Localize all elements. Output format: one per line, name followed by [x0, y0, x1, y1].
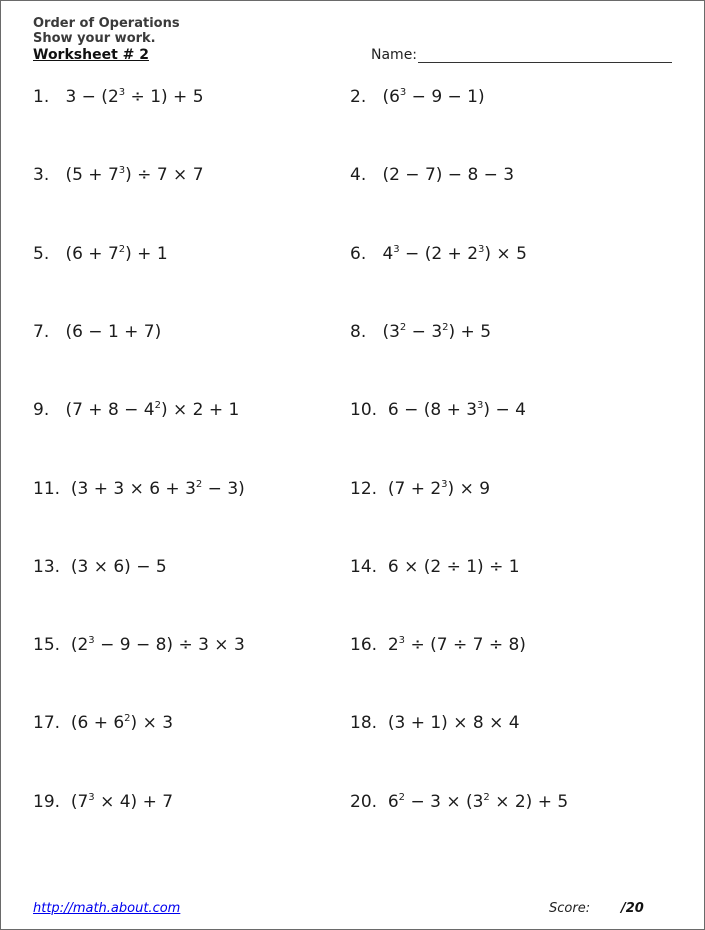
problem-11: [33, 479, 245, 499]
worksheet-instruction: Show your work.: [33, 31, 156, 46]
problem-20: [350, 792, 568, 812]
exponent: 3: [399, 87, 407, 98]
expression-text: (6 + 6: [70, 713, 125, 733]
expression-text: (7 + 8 − 4: [65, 400, 155, 420]
expression-text: (3 + 3 × 6 + 3: [70, 479, 196, 499]
problem-number: 18.: [350, 713, 388, 733]
score-label: Score:: [549, 901, 591, 916]
exponent: 2: [195, 479, 203, 490]
problem-3: [33, 165, 204, 185]
expression-text: ) × 5: [484, 244, 527, 264]
problem-number: 17.: [33, 713, 71, 733]
expression-text: − 9 − 1): [406, 87, 485, 107]
exponent: 2: [154, 400, 161, 411]
problem-number: 15.: [33, 635, 71, 655]
problem-number: 20.: [350, 792, 388, 812]
expression-text: ) + 5: [448, 322, 492, 342]
name-field[interactable]: [371, 47, 672, 63]
exponent: 3: [477, 400, 484, 411]
expression-text: (5 + 7: [65, 165, 119, 185]
problem-15: [33, 635, 245, 655]
problem-number: 1.: [33, 87, 66, 107]
exponent: 3: [398, 635, 406, 646]
exponent: 3: [441, 479, 448, 490]
exponent: 2: [398, 792, 406, 803]
problem-9: [33, 400, 239, 420]
problem-number: 3.: [33, 165, 66, 185]
expression-text: 6 − (8 + 3: [387, 400, 478, 420]
problem-1: [33, 87, 204, 107]
problem-12: [350, 479, 490, 499]
exponent: 3: [118, 87, 126, 98]
problem-19: [33, 792, 173, 812]
expression-text: − 9 − 8) ÷ 3 × 3: [94, 635, 245, 655]
expression-text: 4: [382, 244, 394, 264]
problem-13: [33, 557, 167, 577]
worksheet-number: Worksheet # 2: [33, 47, 149, 63]
problem-4: [350, 165, 514, 185]
expression-text: − 3): [202, 479, 245, 499]
expression-text: (2 − 7) − 8 − 3: [382, 165, 515, 185]
worksheet-title: Order of Operations: [33, 16, 180, 31]
expression-text: × 4) + 7: [94, 792, 174, 812]
expression-text: ) × 9: [447, 479, 491, 499]
problem-number: 13.: [33, 557, 71, 577]
exponent: 3: [118, 165, 126, 176]
score-total: /20: [621, 901, 644, 916]
source-link[interactable]: http://math.about.com: [33, 901, 181, 916]
problem-16: [350, 635, 526, 655]
problem-number: 4.: [350, 165, 383, 185]
problem-number: 5.: [33, 244, 66, 264]
expression-text: (3: [382, 322, 400, 342]
expression-text: ) − 4: [483, 400, 526, 420]
expression-text: ) × 3: [130, 713, 174, 733]
exponent: 2: [483, 792, 490, 803]
problem-18: [350, 713, 520, 733]
problem-number: 11.: [33, 479, 71, 499]
expression-text: ÷ (7 ÷ 7 ÷ 8): [405, 635, 526, 655]
expression-text: (7 + 2: [387, 479, 442, 499]
exponent: 2: [399, 322, 407, 333]
expression-text: ) ÷ 7 × 7: [125, 165, 204, 185]
name-label: Name:: [371, 47, 418, 63]
expression-text: (3 + 1) × 8 × 4: [387, 713, 520, 733]
problem-6: [350, 244, 527, 264]
problem-number: 16.: [350, 635, 388, 655]
expression-text: (3 × 6) − 5: [70, 557, 167, 577]
exponent: 3: [478, 244, 485, 255]
problem-14: [350, 557, 520, 577]
expression-text: ÷ 1) + 5: [125, 87, 204, 107]
problem-number: 9.: [33, 400, 66, 420]
expression-text: (2: [70, 635, 89, 655]
problem-number: 7.: [33, 322, 66, 342]
expression-text: ) + 1: [125, 244, 168, 264]
expression-text: (7: [70, 792, 89, 812]
problem-number: 12.: [350, 479, 388, 499]
problem-number: 10.: [350, 400, 388, 420]
problem-number: 19.: [33, 792, 71, 812]
expression-text: ) × 2 + 1: [161, 400, 240, 420]
exponent: 3: [88, 792, 95, 803]
problem-number: 2.: [350, 87, 383, 107]
problem-2: [350, 87, 485, 107]
exponent: 2: [442, 322, 449, 333]
expression-text: (6 + 7: [65, 244, 119, 264]
expression-text: × 2) + 5: [489, 792, 569, 812]
expression-text: 2: [387, 635, 399, 655]
expression-text: 6 × (2 ÷ 1) ÷ 1: [387, 557, 520, 577]
problem-number: 14.: [350, 557, 388, 577]
exponent: 2: [124, 713, 131, 724]
name-line[interactable]: [418, 48, 672, 63]
expression-text: 6: [387, 792, 399, 812]
expression-text: 3 − (2: [65, 87, 119, 107]
exponent: 3: [393, 244, 400, 255]
problem-10: [350, 400, 526, 420]
problem-number: 6.: [350, 244, 383, 264]
expression-text: (6 − 1 + 7): [65, 322, 162, 342]
problem-8: [350, 322, 491, 342]
exponent: 2: [118, 244, 126, 255]
expression-text: − 3 × (3: [405, 792, 484, 812]
expression-text: (6: [382, 87, 400, 107]
exponent: 3: [88, 635, 95, 646]
expression-text: − (2 + 2: [399, 244, 479, 264]
problem-7: [33, 322, 161, 342]
problem-number: 8.: [350, 322, 383, 342]
expression-text: − 3: [406, 322, 443, 342]
problem-17: [33, 713, 173, 733]
problem-5: [33, 244, 168, 264]
